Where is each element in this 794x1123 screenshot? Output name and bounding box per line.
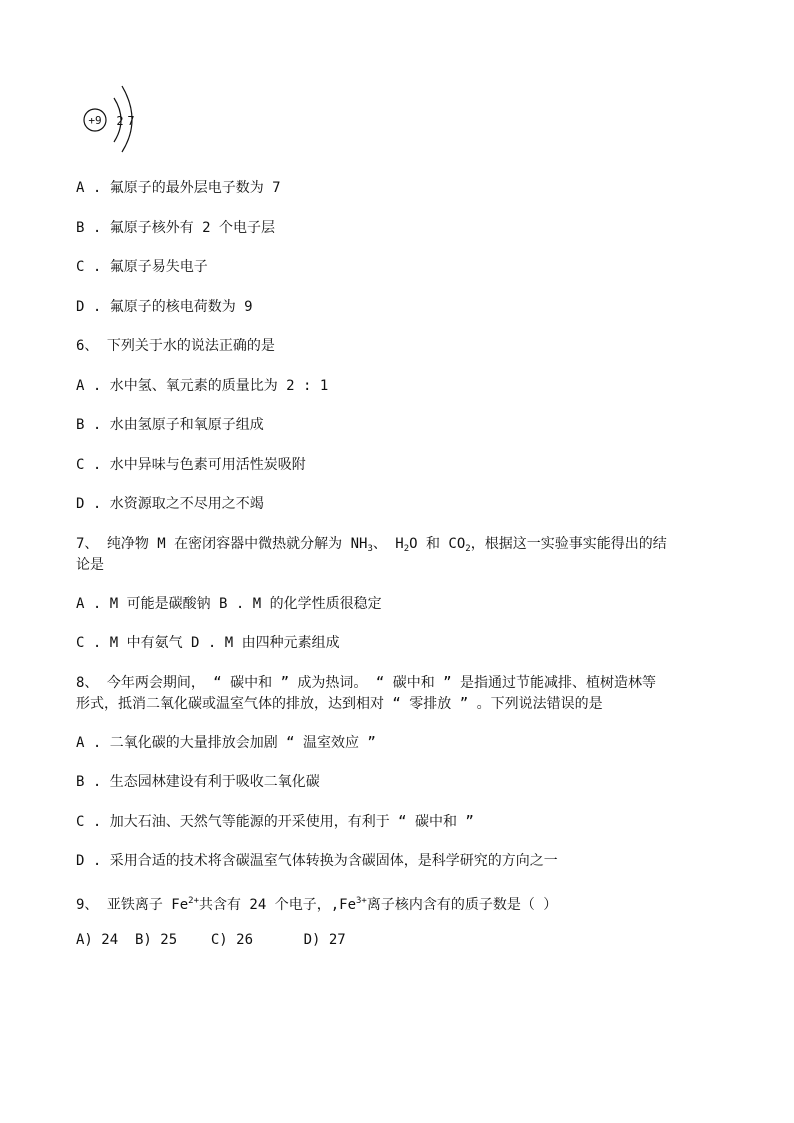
q7-options-ab: A . M 可能是碳酸钠 B . M 的化学性质很稳定 (76, 596, 382, 612)
q5-option-d: D . 氟原子的核电荷数为 9 (76, 299, 253, 315)
q7-stem-part: 、 H (372, 536, 404, 552)
fe3-superscript: 3+ (356, 896, 367, 906)
q6-option-c: C . 水中异味与色素可用活性炭吸附 (76, 457, 306, 473)
h2o-subscript: 2 (403, 544, 410, 554)
q5-option-c: C . 氟原子易失电子 (76, 259, 208, 275)
q9-stem-part: 共含有 24 个电子，,Fe (199, 897, 357, 913)
q5-option-a: A . 氟原子的最外层电子数为 7 (76, 180, 281, 196)
q7-stem-line-1 (76, 535, 667, 558)
q8-stem-line-1: 8、 今年两会期间， “ 碳中和 ” 成为热词。 “ 碳中和 ” 是指通过节能减排、植树造林等 (76, 675, 656, 691)
q5-option-b: B . 氟原子核外有 2 个电子层 (76, 220, 276, 236)
q7-options-cd: C . M 中有氨气 D . M 由四种元素组成 (76, 635, 340, 651)
fe2-superscript: 2+ (188, 896, 199, 906)
q8-stem-line-2: 形式，抵消二氧化碳或温室气体的排放，达到相对 “ 零排放 ” 。下列说法错误的是 (76, 696, 603, 712)
shell-2-electrons: 7 (127, 114, 135, 128)
q6-stem: 6、 下列关于水的说法正确的是 (76, 338, 275, 354)
q7-stem-part: 7、 纯净物 M 在密闭容器中微热就分解为 NH (76, 536, 368, 552)
q7-stem-part: O 和 CO (409, 536, 466, 552)
q9-options: A) 24 B) 25 C) 26 D) 27 (76, 932, 346, 948)
q8-option-d: D . 采用合适的技术将含碳温室气体转换为含碳固体，是科学研究的方向之一 (76, 853, 558, 869)
q9-stem (76, 892, 557, 914)
nh3-subscript: 3 (367, 544, 373, 554)
q8-option-c: C . 加大石油、天然气等能源的开采使用，有利于 “ 碳中和 ” (76, 814, 474, 830)
q8-option-b: B . 生态园林建设有利于吸收二氧化碳 (76, 774, 320, 790)
fluorine-atom-structure-diagram (76, 82, 156, 154)
q6-option-a: A . 水中氢、氧元素的质量比为 2 : 1 (76, 378, 329, 394)
q9-stem-part: 离子核内含有的质子数是（ ） (366, 897, 558, 913)
q7-stem-line-2: 论是 (76, 557, 104, 573)
nucleus-charge: +9 (88, 114, 102, 127)
q6-option-d: D . 水资源取之不尽用之不竭 (76, 496, 264, 512)
q6-option-b: B . 水由氢原子和氧原子组成 (76, 417, 264, 433)
shell-1-electrons: 2 (116, 114, 124, 128)
q7-stem-part: ，根据这一实验事实能得出的结 (470, 536, 667, 552)
q9-stem-part: 9、 亚铁离子 Fe (76, 897, 189, 913)
co2-subscript: 2 (465, 544, 471, 554)
q8-option-a: A . 二氧化碳的大量排放会加剧 “ 温室效应 ” (76, 735, 376, 751)
